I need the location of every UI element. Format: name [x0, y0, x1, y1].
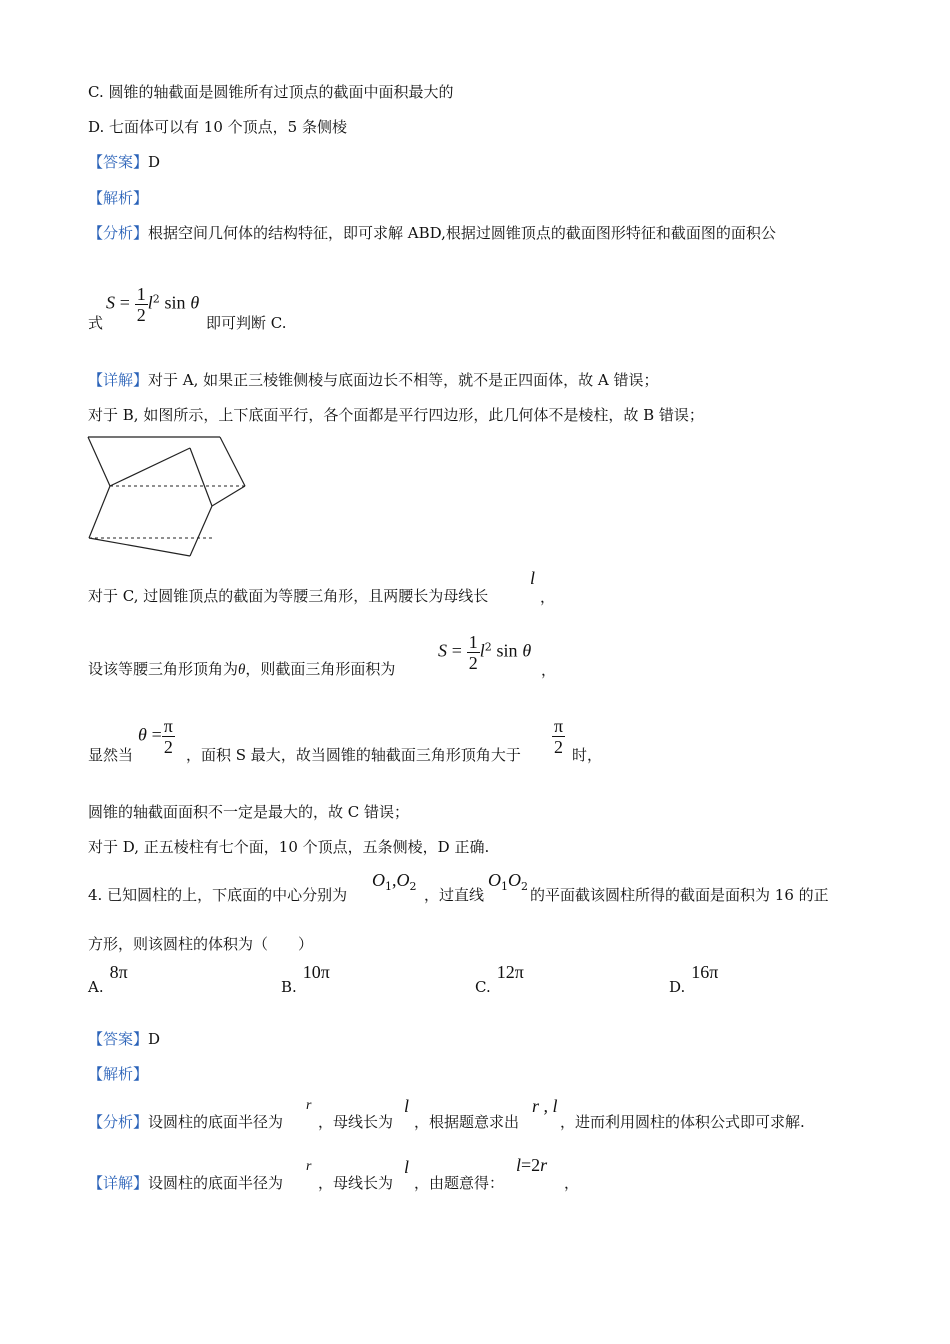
option-d: D.16π	[669, 962, 719, 996]
symbol-r: r	[306, 1098, 312, 1113]
yuanzhui-text: 圆锥的轴截面面积不一定是最大的，故 C 错误；	[88, 803, 410, 821]
half-pi: $\frac{\pi}{2}$	[554, 716, 564, 757]
analysis-tag-1: 【解析】	[88, 189, 149, 207]
answer-value: D	[148, 153, 161, 171]
q4-line2: 方形，则该圆柱的体积为（ ）	[88, 935, 314, 953]
shegai-line: 设该等腰三角形顶角为θ，则截面三角形面积为	[88, 660, 396, 678]
line-o1o2: $O_1O_2$	[488, 870, 528, 893]
xianran-pre: 显然当	[88, 746, 134, 764]
answer-tag: 【答案】	[88, 153, 149, 171]
symbol-l-generatrix: l	[530, 568, 536, 588]
edge-right-upper	[220, 437, 245, 486]
xianran-end: 时，	[572, 746, 603, 764]
l-eq-2r: l=2r	[516, 1155, 548, 1175]
xiangjie-2: 【详解】设圆柱的底面半径为	[88, 1174, 284, 1192]
edge-mid-front-lower	[190, 506, 212, 556]
document-page: C. 圆锥的轴截面是圆锥所有过顶点的截面中面积最大的 D. 七面体可以有 10 个顶点，5 条侧棱 【答案】D 【解析】 【分析】根据空间几何体的结构特征，即可求解 ABD,根据过圆锥顶点的截面图形特征和截面图的面积公 式 S = $\frac{1}{2}$ $l^2$ sin θ 即可判断 C. 【详解】对于 A, 如果正三棱锥侧棱与底面边长不相等，就不是正四面体，故 A 错误； 对于 B, 如图所示，上下底面平行，各个面都是平行四边形，此几何体不是棱柱，故 B 错误； 对于 C, 过圆锥顶点的截面为等腰三角形，且两腰长为母线长 l ， 设该等腰三角形顶角为θ，则截面三角形面积为 S = $\frac{1}{2}$ $l^2$ sin θ ， 显然当 θ = $\frac{\pi}{2}$ ，面积 S 最大，故当圆锥的轴截面三角形顶角大于 $\frac{\pi}{2}$ 时， 圆锥的轴截面面积不一定是最大的，故 C 错误； 对于 D, 正五棱柱有七个面，10 个顶点，五条侧棱，D 正确. 4. 已知圆柱的上，下底面的中心分别为 $O_1,O_2$ ，过直线 $O_1O_2$ 的平面截该圆柱所得的截面是面积为 16 的正 方形，则该圆柱的体积为（ ） A.8π B.10π C.12π D.16π 【答案】D 【解析】 【分析】设圆柱的底面半径为 r ，母线长为 l ，根据题意求出 r , l ，进而利用圆柱的体积公式即可求解. 【详解】设圆柱的底面半径为 r ，母线长为 l ，由题意得： l=2r ，	[88, 83, 829, 1192]
fraction-half: $\frac{1}{2}$	[136, 284, 146, 325]
solid-figure	[86, 434, 250, 558]
edge-right-mid	[212, 486, 245, 506]
symbol-l: l	[147, 292, 153, 313]
fenxi-2: 【分析】设圆柱的底面半径为	[88, 1113, 284, 1131]
q4-post: 的平面截该圆柱所得的截面是面积为 16 的正	[530, 886, 829, 904]
xiangjie-1	[88, 370, 659, 390]
edge-left-upper	[88, 437, 110, 486]
fenxi-tag: 【分析】	[88, 224, 149, 242]
edge-top-front	[110, 448, 190, 486]
option-b: B.10π	[281, 962, 330, 996]
symbol-sin: sin	[164, 292, 186, 313]
edge-left-lower	[89, 486, 110, 538]
option-c: C.12π	[475, 962, 524, 996]
dui-d-text: 对于 D, 正五棱柱有七个面，10 个顶点，五条侧棱，D 正确.	[88, 838, 490, 856]
xiangjie-text: 对于 A, 如果正三棱锥侧棱与底面边长不相等，就不是正四面体，故 A 错误；	[148, 371, 659, 389]
symbol-r-l: r , l	[532, 1096, 558, 1116]
dui-b-text: 对于 B, 如图所示，上下底面平行，各个面都是平行四边形，此几何体不是棱柱，故 B 错误；	[88, 406, 704, 424]
dui-c-text: 对于 C, 过圆锥顶点的截面为等腰三角形，且两腰长为母线长	[88, 587, 489, 605]
xiangjie-tag: 【详解】	[88, 371, 149, 389]
xianran-mid: ，面积 S 最大，故当圆锥的轴截面三角形顶角大于	[186, 746, 521, 764]
answer-1	[88, 152, 160, 172]
fenxi-cont-post: 即可判断 C.	[206, 314, 287, 332]
q4-mid: ，过直线	[424, 886, 485, 904]
answer-2: 【答案】D	[88, 1030, 161, 1048]
fenxi-cont-pre: 式	[88, 314, 104, 332]
edge-mid-front-upper	[190, 448, 212, 506]
fenxi-text: 根据空间几何体的结构特征，即可求解 ABD,根据过圆锥顶点的截面图形特征和截面图的面积公	[148, 224, 776, 242]
area-formula-1: S = $\frac{1}{2}$ $l^2$ sin θ	[106, 284, 200, 325]
analysis-tag-2: 【解析】	[88, 1065, 149, 1083]
theta-eq-half-pi: θ = $\frac{\pi}{2}$	[138, 716, 173, 757]
symbol-eq: =	[119, 292, 130, 313]
symbol-s: S	[106, 292, 115, 313]
option-d-text: D. 七面体可以有 10 个顶点，5 条侧棱	[88, 118, 347, 136]
edge-bottom-front	[89, 538, 190, 556]
fenxi-1	[88, 223, 776, 243]
q4-pre: 4. 已知圆柱的上，下底面的中心分别为	[88, 886, 348, 904]
o1-o2: $O_1,O_2$	[372, 870, 417, 893]
option-c-text: C. 圆锥的轴截面是圆锥所有过顶点的截面中面积最大的	[88, 83, 454, 101]
symbol-theta: θ	[190, 292, 200, 313]
area-formula-2: S = $\frac{1}{2}$ $l^2$ sin θ	[438, 632, 532, 673]
option-a: A.8π	[88, 962, 128, 996]
